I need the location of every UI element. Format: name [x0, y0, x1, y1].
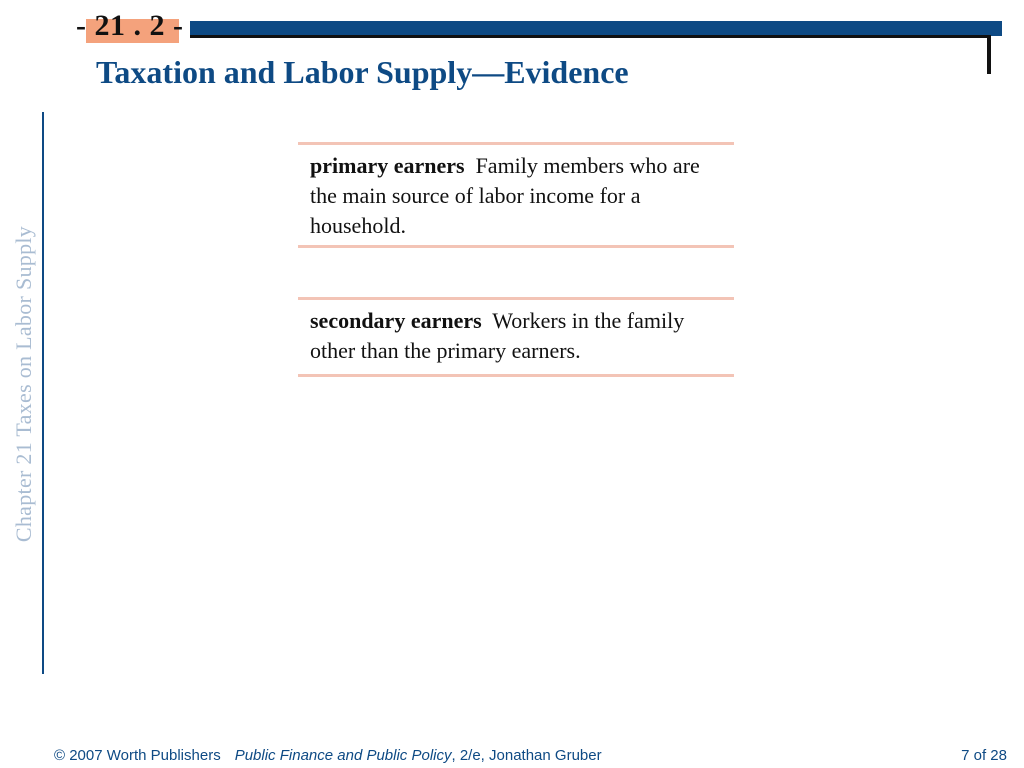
definition-box-secondary-earners	[298, 297, 734, 377]
chapter-label-text: Chapter 21 Taxes on Labor Supply	[11, 225, 36, 543]
slide-title: Taxation and Labor Supply—Evidence	[96, 54, 629, 90]
section-number: - 21 . 2 -	[76, 9, 184, 42]
footer-copyright: © 2007 Worth Publishers	[54, 747, 221, 764]
definition-text: Workers in the family other than the primary earners.	[310, 308, 685, 363]
definition-text: Family members who are the main source of labor income for a household.	[310, 153, 700, 238]
section-number-text: 21 . 2	[94, 9, 165, 42]
footer-edition-author: , 2/e, Jonathan Gruber	[451, 747, 602, 764]
footer-book-title: Public Finance and Public Policy	[234, 747, 452, 764]
header-rule-drop	[987, 35, 991, 74]
side-rule	[42, 112, 44, 674]
page-number: 7 of 28	[961, 747, 1007, 764]
definition-box-primary-earners	[298, 142, 734, 248]
definition-term: secondary earners	[310, 308, 482, 333]
header-bar	[190, 21, 1002, 36]
footer-credit	[54, 746, 602, 766]
definition-term: primary earners	[310, 153, 465, 178]
header-rule	[190, 35, 990, 38]
